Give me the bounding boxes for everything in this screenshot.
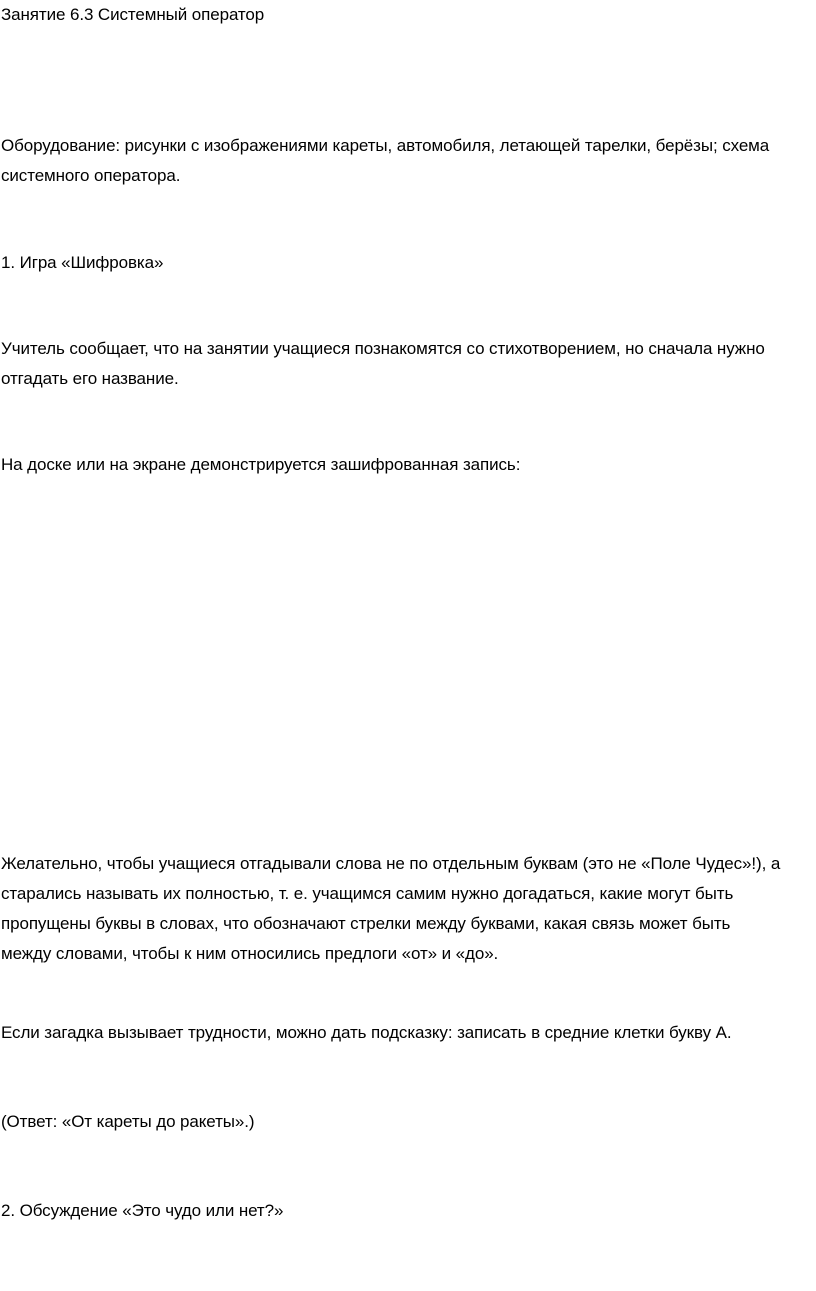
preferably-line-2: старались называть их полностью, т. е. учащимся самим нужно догадаться, какие могут быть [1, 884, 734, 903]
teacher-line-1: Учитель сообщает, что на занятии учащиеся познакомятся со стихотворением, но сначала нужно [1, 339, 765, 358]
lesson-title-text: Занятие 6.3 Системный оператор [1, 5, 265, 24]
board-paragraph [1, 450, 813, 480]
encrypted-record-blank-area [0, 500, 816, 830]
equipment-line-2: системного оператора. [1, 166, 181, 185]
teacher-line-2: отгадать его название. [1, 369, 179, 388]
teacher-paragraph [1, 334, 813, 394]
game-heading [1, 248, 813, 278]
board-text-line: На доске или на экране демонстрируется зашифрованная запись: [1, 455, 521, 474]
equipment-paragraph [1, 131, 813, 191]
preferably-line-1: Желательно, чтобы учащиеся отгадывали слова не по отдельным буквам (это не «Поле Чудес»!), а [1, 854, 781, 873]
equipment-line-1: Оборудование: рисунки с изображениями кареты, автомобиля, летающей тарелки, берёзы; схема [1, 136, 770, 155]
discussion-heading-text: 2. Обсуждение «Это чудо или нет?» [1, 1201, 284, 1220]
preferably-paragraph [1, 849, 813, 969]
answer-text-line: (Ответ: «От кареты до ракеты».) [1, 1112, 255, 1131]
preferably-line-3: пропущены буквы в словах, что обозначают стрелки между буквами, какая связь может быть [1, 914, 731, 933]
preferably-line-4: между словами, чтобы к ним относились предлоги «от» и «до». [1, 944, 499, 963]
discussion-heading [1, 1196, 813, 1226]
answer-paragraph [1, 1107, 813, 1137]
hint-paragraph [1, 1018, 813, 1048]
lesson-title [1, 0, 813, 30]
game-heading-text: 1. Игра «Шифровка» [1, 253, 164, 272]
hint-text-line: Если загадка вызывает трудности, можно дать подсказку: записать в средние клетки букву А. [1, 1023, 732, 1042]
